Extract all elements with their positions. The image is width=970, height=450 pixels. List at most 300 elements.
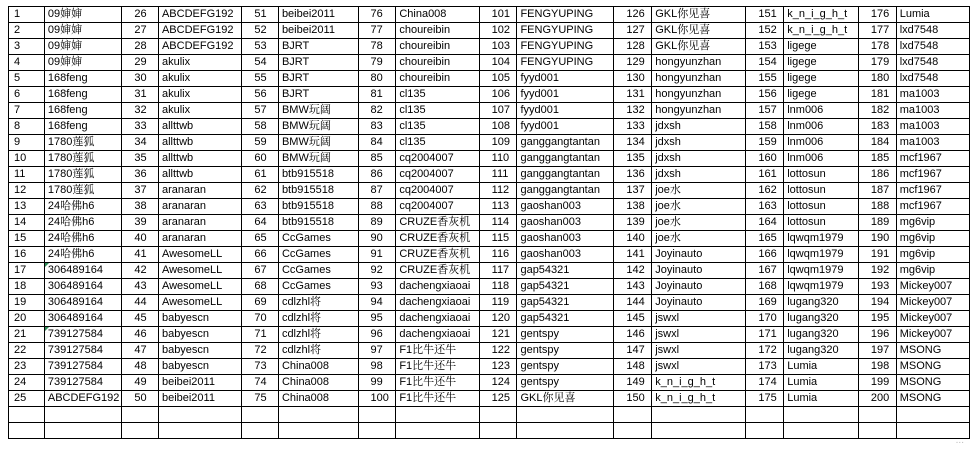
name-cell[interactable]: k_n_i_g_h_t bbox=[652, 391, 746, 407]
name-cell[interactable]: fyyd001 bbox=[517, 103, 614, 119]
row-number-cell[interactable]: 190 bbox=[858, 231, 896, 247]
row-number-cell[interactable]: 29 bbox=[122, 55, 159, 71]
row-number-cell[interactable]: 85 bbox=[358, 151, 396, 167]
row-number-cell[interactable]: 150 bbox=[614, 391, 652, 407]
name-cell[interactable]: AwesomeLL bbox=[158, 295, 241, 311]
name-cell[interactable]: mcf1967 bbox=[896, 151, 969, 167]
name-cell[interactable]: btb915518 bbox=[278, 167, 358, 183]
name-cell[interactable]: 24哈佛h6 bbox=[44, 215, 122, 231]
row-number-cell[interactable]: 96 bbox=[358, 327, 396, 343]
row-number-cell[interactable]: 195 bbox=[858, 311, 896, 327]
name-cell[interactable]: lxd7548 bbox=[896, 23, 969, 39]
name-cell[interactable]: gap54321 bbox=[517, 279, 614, 295]
row-number-cell[interactable]: 91 bbox=[358, 247, 396, 263]
name-cell[interactable]: babyescn bbox=[158, 311, 241, 327]
name-cell[interactable]: 1780莲狐 bbox=[44, 183, 122, 199]
name-cell[interactable]: 1780莲狐 bbox=[44, 167, 122, 183]
name-cell[interactable] bbox=[517, 423, 614, 439]
name-cell[interactable]: lugang320 bbox=[784, 327, 859, 343]
name-cell[interactable]: jdxsh bbox=[652, 167, 746, 183]
row-number-cell[interactable]: 158 bbox=[746, 119, 784, 135]
name-cell[interactable]: gentspy bbox=[517, 375, 614, 391]
row-number-cell[interactable]: 48 bbox=[122, 359, 159, 375]
name-cell[interactable]: mg6vip bbox=[896, 247, 969, 263]
name-cell[interactable]: hongyunzhan bbox=[652, 71, 746, 87]
row-number-cell[interactable]: 46 bbox=[122, 327, 159, 343]
name-cell[interactable] bbox=[652, 423, 746, 439]
row-number-cell[interactable]: 11 bbox=[9, 167, 45, 183]
row-number-cell[interactable]: 117 bbox=[479, 263, 517, 279]
row-number-cell[interactable]: 30 bbox=[122, 71, 159, 87]
row-number-cell[interactable]: 124 bbox=[479, 375, 517, 391]
row-number-cell[interactable]: 23 bbox=[9, 359, 45, 375]
name-cell[interactable]: 306489164 bbox=[44, 263, 122, 279]
name-cell[interactable]: jswxl bbox=[652, 359, 746, 375]
name-cell[interactable] bbox=[158, 407, 241, 423]
name-cell[interactable]: ma1003 bbox=[896, 135, 969, 151]
row-number-cell[interactable]: 171 bbox=[746, 327, 784, 343]
row-number-cell[interactable]: 106 bbox=[479, 87, 517, 103]
row-number-cell[interactable]: 198 bbox=[858, 359, 896, 375]
row-number-cell[interactable]: 15 bbox=[9, 231, 45, 247]
row-number-cell[interactable]: 20 bbox=[9, 311, 45, 327]
name-cell[interactable]: lqwqm1979 bbox=[784, 263, 859, 279]
name-cell[interactable]: ganggangtantan bbox=[517, 151, 614, 167]
row-number-cell[interactable]: 135 bbox=[614, 151, 652, 167]
name-cell[interactable]: lottosun bbox=[784, 215, 859, 231]
name-cell[interactable]: cdlzhl将 bbox=[278, 327, 358, 343]
name-cell[interactable]: lnm006 bbox=[784, 119, 859, 135]
row-number-cell[interactable]: 87 bbox=[358, 183, 396, 199]
row-number-cell[interactable]: 111 bbox=[479, 167, 517, 183]
name-cell[interactable]: gap54321 bbox=[517, 263, 614, 279]
row-number-cell[interactable]: 114 bbox=[479, 215, 517, 231]
name-cell[interactable]: gap54321 bbox=[517, 295, 614, 311]
row-number-cell[interactable]: 156 bbox=[746, 87, 784, 103]
name-cell[interactable]: ganggangtantan bbox=[517, 183, 614, 199]
name-cell[interactable]: joe水 bbox=[652, 231, 746, 247]
name-cell[interactable]: ligege bbox=[784, 55, 859, 71]
row-number-cell[interactable]: 21 bbox=[9, 327, 45, 343]
name-cell[interactable]: lxd7548 bbox=[896, 55, 969, 71]
row-number-cell[interactable]: 131 bbox=[614, 87, 652, 103]
row-number-cell[interactable]: 43 bbox=[122, 279, 159, 295]
name-cell[interactable]: FENGYUPING bbox=[517, 7, 614, 23]
name-cell[interactable]: ABCDEFG192 bbox=[158, 7, 241, 23]
row-number-cell[interactable]: 67 bbox=[242, 263, 279, 279]
row-number-cell[interactable]: 42 bbox=[122, 263, 159, 279]
name-cell[interactable]: fyyd001 bbox=[517, 71, 614, 87]
row-number-cell[interactable]: 164 bbox=[746, 215, 784, 231]
name-cell[interactable]: ganggangtantan bbox=[517, 167, 614, 183]
name-cell[interactable]: 168feng bbox=[44, 71, 122, 87]
row-number-cell[interactable]: 192 bbox=[858, 263, 896, 279]
row-number-cell[interactable]: 89 bbox=[358, 215, 396, 231]
name-cell[interactable]: allttwb bbox=[158, 151, 241, 167]
name-cell[interactable]: China008 bbox=[278, 359, 358, 375]
name-cell[interactable]: jswxl bbox=[652, 343, 746, 359]
row-number-cell[interactable]: 136 bbox=[614, 167, 652, 183]
row-number-cell[interactable]: 148 bbox=[614, 359, 652, 375]
row-number-cell[interactable]: 54 bbox=[242, 55, 279, 71]
name-cell[interactable]: dachengxiaoai bbox=[396, 279, 479, 295]
name-cell[interactable]: CRUZE香灰机 bbox=[396, 263, 479, 279]
name-cell[interactable]: CRUZE香灰机 bbox=[396, 231, 479, 247]
row-number-cell[interactable]: 64 bbox=[242, 215, 279, 231]
name-cell[interactable]: choureibin bbox=[396, 55, 479, 71]
name-cell[interactable]: ABCDEFG192 bbox=[158, 23, 241, 39]
row-number-cell[interactable]: 93 bbox=[358, 279, 396, 295]
name-cell[interactable]: gentspy bbox=[517, 327, 614, 343]
name-cell[interactable]: aranaran bbox=[158, 199, 241, 215]
row-number-cell[interactable]: 25 bbox=[9, 391, 45, 407]
row-number-cell[interactable]: 101 bbox=[479, 7, 517, 23]
row-number-cell[interactable]: 102 bbox=[479, 23, 517, 39]
name-cell[interactable]: gaoshan003 bbox=[517, 247, 614, 263]
row-number-cell[interactable]: 118 bbox=[479, 279, 517, 295]
name-cell[interactable]: cl135 bbox=[396, 103, 479, 119]
name-cell[interactable]: CcGames bbox=[278, 247, 358, 263]
name-cell[interactable]: Mickey007 bbox=[896, 279, 969, 295]
name-cell[interactable]: Joyinauto bbox=[652, 263, 746, 279]
name-cell[interactable]: mcf1967 bbox=[896, 199, 969, 215]
row-number-cell[interactable]: 186 bbox=[858, 167, 896, 183]
row-number-cell[interactable]: 178 bbox=[858, 39, 896, 55]
name-cell[interactable]: jdxsh bbox=[652, 119, 746, 135]
row-number-cell[interactable]: 175 bbox=[746, 391, 784, 407]
name-cell[interactable]: China008 bbox=[396, 7, 479, 23]
row-number-cell[interactable]: 41 bbox=[122, 247, 159, 263]
row-number-cell[interactable]: 53 bbox=[242, 39, 279, 55]
row-number-cell[interactable]: 172 bbox=[746, 343, 784, 359]
row-number-cell[interactable]: 115 bbox=[479, 231, 517, 247]
row-number-cell[interactable]: 123 bbox=[479, 359, 517, 375]
row-number-cell[interactable]: 16 bbox=[9, 247, 45, 263]
row-number-cell[interactable]: 163 bbox=[746, 199, 784, 215]
name-cell[interactable] bbox=[278, 423, 358, 439]
row-number-cell[interactable]: 31 bbox=[122, 87, 159, 103]
row-number-cell[interactable]: 143 bbox=[614, 279, 652, 295]
name-cell[interactable]: Mickey007 bbox=[896, 311, 969, 327]
row-number-cell[interactable]: 182 bbox=[858, 103, 896, 119]
row-number-cell[interactable]: 80 bbox=[358, 71, 396, 87]
row-number-cell[interactable] bbox=[358, 423, 396, 439]
row-number-cell[interactable]: 44 bbox=[122, 295, 159, 311]
name-cell[interactable]: fyyd001 bbox=[517, 119, 614, 135]
name-cell[interactable]: gaoshan003 bbox=[517, 199, 614, 215]
name-cell[interactable]: cdlzhl将 bbox=[278, 295, 358, 311]
row-number-cell[interactable]: 47 bbox=[122, 343, 159, 359]
row-number-cell[interactable]: 166 bbox=[746, 247, 784, 263]
row-number-cell[interactable]: 33 bbox=[122, 119, 159, 135]
name-cell[interactable] bbox=[396, 423, 479, 439]
row-number-cell[interactable] bbox=[358, 407, 396, 423]
row-number-cell[interactable]: 147 bbox=[614, 343, 652, 359]
name-cell[interactable]: cq2004007 bbox=[396, 167, 479, 183]
row-number-cell[interactable]: 7 bbox=[9, 103, 45, 119]
name-cell[interactable]: ma1003 bbox=[896, 103, 969, 119]
name-cell[interactable]: k_n_i_g_h_t bbox=[784, 23, 859, 39]
row-number-cell[interactable]: 108 bbox=[479, 119, 517, 135]
row-number-cell[interactable]: 128 bbox=[614, 39, 652, 55]
row-number-cell[interactable]: 189 bbox=[858, 215, 896, 231]
name-cell[interactable]: BMW玩阔 bbox=[278, 103, 358, 119]
row-number-cell[interactable]: 5 bbox=[9, 71, 45, 87]
name-cell[interactable]: mg6vip bbox=[896, 215, 969, 231]
row-number-cell[interactable]: 180 bbox=[858, 71, 896, 87]
name-cell[interactable]: joe水 bbox=[652, 215, 746, 231]
name-cell[interactable]: lugang320 bbox=[784, 343, 859, 359]
row-number-cell[interactable]: 167 bbox=[746, 263, 784, 279]
name-cell[interactable]: btb915518 bbox=[278, 199, 358, 215]
name-cell[interactable]: cdlzhl将 bbox=[278, 343, 358, 359]
row-number-cell[interactable]: 146 bbox=[614, 327, 652, 343]
name-cell[interactable]: 09婶婶 bbox=[44, 23, 122, 39]
row-number-cell[interactable]: 138 bbox=[614, 199, 652, 215]
name-cell[interactable]: lnm006 bbox=[784, 135, 859, 151]
row-number-cell[interactable]: 74 bbox=[242, 375, 279, 391]
name-cell[interactable] bbox=[44, 407, 122, 423]
row-number-cell[interactable]: 126 bbox=[614, 7, 652, 23]
name-cell[interactable]: F1比牛还牛 bbox=[396, 375, 479, 391]
name-cell[interactable]: cdlzhl将 bbox=[278, 311, 358, 327]
row-number-cell[interactable]: 72 bbox=[242, 343, 279, 359]
name-cell[interactable]: gap54321 bbox=[517, 311, 614, 327]
name-cell[interactable]: aranaran bbox=[158, 231, 241, 247]
name-cell[interactable]: AwesomeLL bbox=[158, 263, 241, 279]
name-cell[interactable]: gentspy bbox=[517, 343, 614, 359]
name-cell[interactable]: BJRT bbox=[278, 87, 358, 103]
name-cell[interactable]: GKL你见喜 bbox=[652, 23, 746, 39]
row-number-cell[interactable]: 130 bbox=[614, 71, 652, 87]
row-number-cell[interactable] bbox=[122, 423, 159, 439]
row-number-cell[interactable]: 179 bbox=[858, 55, 896, 71]
name-cell[interactable]: aranaran bbox=[158, 215, 241, 231]
row-number-cell[interactable]: 57 bbox=[242, 103, 279, 119]
name-cell[interactable]: cl135 bbox=[396, 119, 479, 135]
name-cell[interactable]: CRUZE香灰机 bbox=[396, 215, 479, 231]
row-number-cell[interactable]: 1 bbox=[9, 7, 45, 23]
name-cell[interactable]: beibei2011 bbox=[158, 391, 241, 407]
name-cell[interactable]: BMW玩阔 bbox=[278, 119, 358, 135]
row-number-cell[interactable]: 129 bbox=[614, 55, 652, 71]
row-number-cell[interactable]: 142 bbox=[614, 263, 652, 279]
name-cell[interactable] bbox=[896, 407, 969, 423]
name-cell[interactable]: mg6vip bbox=[896, 263, 969, 279]
name-cell[interactable]: k_n_i_g_h_t bbox=[652, 375, 746, 391]
name-cell[interactable]: beibei2011 bbox=[278, 7, 358, 23]
row-number-cell[interactable]: 149 bbox=[614, 375, 652, 391]
name-cell[interactable]: 24哈佛h6 bbox=[44, 199, 122, 215]
row-number-cell[interactable]: 188 bbox=[858, 199, 896, 215]
row-number-cell[interactable]: 69 bbox=[242, 295, 279, 311]
name-cell[interactable] bbox=[396, 407, 479, 423]
name-cell[interactable]: cq2004007 bbox=[396, 151, 479, 167]
name-cell[interactable]: babyescn bbox=[158, 327, 241, 343]
name-cell[interactable]: ma1003 bbox=[896, 87, 969, 103]
row-number-cell[interactable]: 125 bbox=[479, 391, 517, 407]
name-cell[interactable]: akulix bbox=[158, 87, 241, 103]
name-cell[interactable]: ganggangtantan bbox=[517, 135, 614, 151]
row-number-cell[interactable]: 120 bbox=[479, 311, 517, 327]
row-number-cell[interactable]: 90 bbox=[358, 231, 396, 247]
row-number-cell[interactable]: 4 bbox=[9, 55, 45, 71]
name-cell[interactable]: hongyunzhan bbox=[652, 103, 746, 119]
row-number-cell[interactable]: 162 bbox=[746, 183, 784, 199]
name-cell[interactable]: 168feng bbox=[44, 87, 122, 103]
row-number-cell[interactable]: 133 bbox=[614, 119, 652, 135]
name-cell[interactable]: 1780莲狐 bbox=[44, 151, 122, 167]
name-cell[interactable]: ligege bbox=[784, 71, 859, 87]
name-cell[interactable]: fyyd001 bbox=[517, 87, 614, 103]
name-cell[interactable]: MSONG bbox=[896, 359, 969, 375]
row-number-cell[interactable]: 63 bbox=[242, 199, 279, 215]
row-number-cell[interactable]: 152 bbox=[746, 23, 784, 39]
name-cell[interactable]: joe水 bbox=[652, 183, 746, 199]
name-cell[interactable]: lottosun bbox=[784, 199, 859, 215]
row-number-cell[interactable]: 52 bbox=[242, 23, 279, 39]
name-cell[interactable]: lottosun bbox=[784, 183, 859, 199]
row-number-cell[interactable]: 39 bbox=[122, 215, 159, 231]
row-number-cell[interactable]: 105 bbox=[479, 71, 517, 87]
row-number-cell[interactable]: 62 bbox=[242, 183, 279, 199]
name-cell[interactable]: CcGames bbox=[278, 279, 358, 295]
row-number-cell[interactable]: 92 bbox=[358, 263, 396, 279]
name-cell[interactable]: China008 bbox=[278, 375, 358, 391]
row-number-cell[interactable]: 116 bbox=[479, 247, 517, 263]
row-number-cell[interactable] bbox=[9, 407, 45, 423]
name-cell[interactable]: allttwb bbox=[158, 119, 241, 135]
name-cell[interactable]: babyescn bbox=[158, 359, 241, 375]
row-number-cell[interactable]: 66 bbox=[242, 247, 279, 263]
name-cell[interactable]: allttwb bbox=[158, 135, 241, 151]
name-cell[interactable]: cq2004007 bbox=[396, 183, 479, 199]
name-cell[interactable]: beibei2011 bbox=[158, 375, 241, 391]
row-number-cell[interactable] bbox=[122, 407, 159, 423]
name-cell[interactable]: Lumia bbox=[896, 7, 969, 23]
row-number-cell[interactable]: 45 bbox=[122, 311, 159, 327]
row-number-cell[interactable]: 95 bbox=[358, 311, 396, 327]
row-number-cell[interactable]: 81 bbox=[358, 87, 396, 103]
row-number-cell[interactable] bbox=[746, 423, 784, 439]
row-number-cell[interactable]: 139 bbox=[614, 215, 652, 231]
row-number-cell[interactable]: 50 bbox=[122, 391, 159, 407]
row-number-cell[interactable]: 191 bbox=[858, 247, 896, 263]
row-number-cell[interactable]: 10 bbox=[9, 151, 45, 167]
row-number-cell[interactable]: 127 bbox=[614, 23, 652, 39]
row-number-cell[interactable]: 98 bbox=[358, 359, 396, 375]
row-number-cell[interactable]: 174 bbox=[746, 375, 784, 391]
name-cell[interactable]: jswxl bbox=[652, 327, 746, 343]
name-cell[interactable]: hongyunzhan bbox=[652, 87, 746, 103]
row-number-cell[interactable]: 100 bbox=[358, 391, 396, 407]
name-cell[interactable]: 739127584 bbox=[44, 343, 122, 359]
name-cell[interactable]: 09婶婶 bbox=[44, 55, 122, 71]
row-number-cell[interactable]: 151 bbox=[746, 7, 784, 23]
row-number-cell[interactable]: 51 bbox=[242, 7, 279, 23]
name-cell[interactable]: btb915518 bbox=[278, 183, 358, 199]
row-number-cell[interactable]: 75 bbox=[242, 391, 279, 407]
name-cell[interactable]: FENGYUPING bbox=[517, 39, 614, 55]
name-cell[interactable]: Mickey007 bbox=[896, 327, 969, 343]
row-number-cell[interactable]: 77 bbox=[358, 23, 396, 39]
name-cell[interactable]: 739127584 bbox=[44, 375, 122, 391]
row-number-cell[interactable]: 103 bbox=[479, 39, 517, 55]
row-number-cell[interactable] bbox=[614, 407, 652, 423]
name-cell[interactable]: Lumia bbox=[784, 359, 859, 375]
row-number-cell[interactable]: 197 bbox=[858, 343, 896, 359]
name-cell[interactable]: gaoshan003 bbox=[517, 231, 614, 247]
name-cell[interactable]: beibei2011 bbox=[278, 23, 358, 39]
row-number-cell[interactable]: 94 bbox=[358, 295, 396, 311]
name-cell[interactable]: lugang320 bbox=[784, 295, 859, 311]
row-number-cell[interactable]: 157 bbox=[746, 103, 784, 119]
row-number-cell[interactable]: 196 bbox=[858, 327, 896, 343]
name-cell[interactable]: 168feng bbox=[44, 103, 122, 119]
row-number-cell[interactable]: 181 bbox=[858, 87, 896, 103]
name-cell[interactable]: mcf1967 bbox=[896, 167, 969, 183]
row-number-cell[interactable]: 68 bbox=[242, 279, 279, 295]
row-number-cell[interactable]: 134 bbox=[614, 135, 652, 151]
name-cell[interactable]: Joyinauto bbox=[652, 247, 746, 263]
name-cell[interactable]: MSONG bbox=[896, 375, 969, 391]
name-cell[interactable]: GKL你见喜 bbox=[652, 7, 746, 23]
name-cell[interactable]: CcGames bbox=[278, 263, 358, 279]
name-cell[interactable]: F1比牛还牛 bbox=[396, 343, 479, 359]
name-cell[interactable]: lottosun bbox=[784, 167, 859, 183]
row-number-cell[interactable]: 165 bbox=[746, 231, 784, 247]
row-number-cell[interactable]: 200 bbox=[858, 391, 896, 407]
name-cell[interactable]: jdxsh bbox=[652, 135, 746, 151]
name-cell[interactable]: aranaran bbox=[158, 183, 241, 199]
name-cell[interactable]: ligege bbox=[784, 39, 859, 55]
name-cell[interactable]: CRUZE香灰机 bbox=[396, 247, 479, 263]
row-number-cell[interactable]: 184 bbox=[858, 135, 896, 151]
row-number-cell[interactable]: 159 bbox=[746, 135, 784, 151]
row-number-cell[interactable]: 99 bbox=[358, 375, 396, 391]
row-number-cell[interactable]: 173 bbox=[746, 359, 784, 375]
row-number-cell[interactable]: 55 bbox=[242, 71, 279, 87]
row-number-cell[interactable]: 82 bbox=[358, 103, 396, 119]
row-number-cell[interactable]: 153 bbox=[746, 39, 784, 55]
row-number-cell[interactable]: 65 bbox=[242, 231, 279, 247]
name-cell[interactable]: k_n_i_g_h_t bbox=[784, 7, 859, 23]
row-number-cell[interactable]: 170 bbox=[746, 311, 784, 327]
row-number-cell[interactable]: 122 bbox=[479, 343, 517, 359]
row-number-cell[interactable]: 144 bbox=[614, 295, 652, 311]
row-number-cell[interactable]: 154 bbox=[746, 55, 784, 71]
name-cell[interactable]: gentspy bbox=[517, 359, 614, 375]
row-number-cell[interactable]: 86 bbox=[358, 167, 396, 183]
row-number-cell[interactable]: 49 bbox=[122, 375, 159, 391]
row-number-cell[interactable]: 19 bbox=[9, 295, 45, 311]
name-cell[interactable] bbox=[278, 407, 358, 423]
row-number-cell[interactable]: 83 bbox=[358, 119, 396, 135]
name-cell[interactable]: MSONG bbox=[896, 343, 969, 359]
row-number-cell[interactable]: 140 bbox=[614, 231, 652, 247]
row-number-cell[interactable]: 71 bbox=[242, 327, 279, 343]
row-number-cell[interactable] bbox=[479, 407, 517, 423]
row-number-cell[interactable]: 18 bbox=[9, 279, 45, 295]
row-number-cell[interactable]: 132 bbox=[614, 103, 652, 119]
row-number-cell[interactable]: 110 bbox=[479, 151, 517, 167]
row-number-cell[interactable]: 73 bbox=[242, 359, 279, 375]
row-number-cell[interactable]: 17 bbox=[9, 263, 45, 279]
row-number-cell[interactable]: 169 bbox=[746, 295, 784, 311]
name-cell[interactable]: 09婶婶 bbox=[44, 39, 122, 55]
name-cell[interactable]: choureibin bbox=[396, 23, 479, 39]
name-cell[interactable]: ABCDEFG192 bbox=[158, 39, 241, 55]
